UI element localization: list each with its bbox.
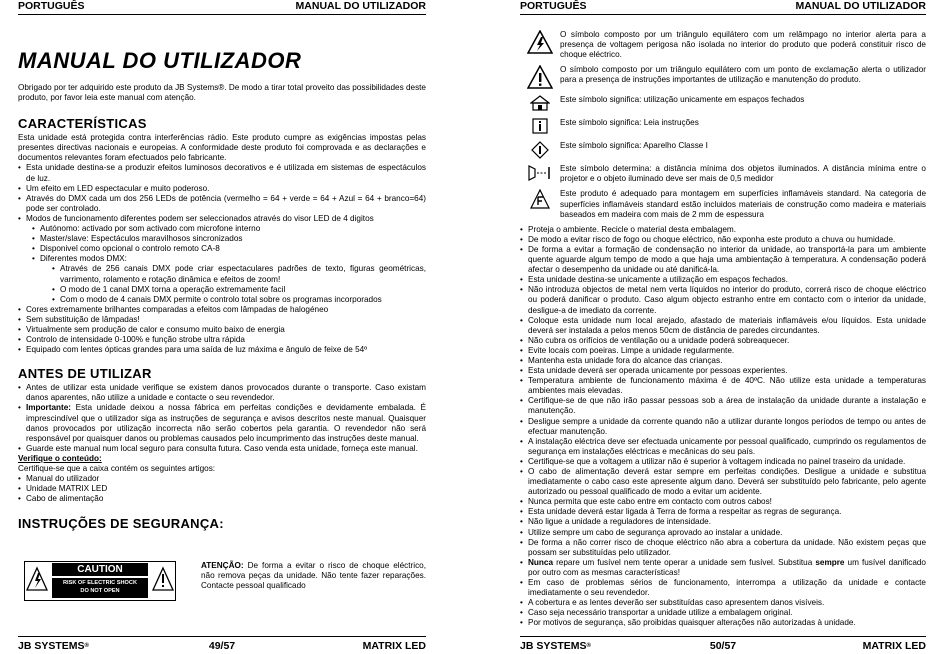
- list-item: • Esta unidade destina-se unicamente a utilização em espaços fechados.: [520, 275, 926, 285]
- list-item: • Diferentes modos DMX:: [18, 254, 426, 264]
- safety-heading: INSTRUÇÕES DE SEGURANÇA:: [18, 516, 224, 532]
- modes-list: [18, 224, 426, 264]
- check-contents-heading: Verifique o conteúdo:: [18, 453, 102, 463]
- symbol-text: Este produto é adequado para montagem em superfícies inflamáveis standard. Na categoria de superfícies inflamáveis standard estão incluidos materiais de construção como madeira e materiais baseados em madeira com mais de 2 mm de espessura: [560, 189, 926, 219]
- list-item: • Autónomo: activado por som activado com microfone interno: [18, 224, 426, 234]
- page-number: 50/57: [709, 640, 737, 652]
- symbol-text: O símbolo composto por um triângulo equilátero com um ponto de exclamação alerta o utilizador para a presença de instruções importantes de utilização e manutenção do produto.: [560, 65, 926, 85]
- page-number: 49/57: [208, 640, 236, 652]
- header-title: MANUAL DO UTILIZADOR: [295, 0, 426, 12]
- list-item: • Esta unidade deverá estar ligada à Terra de forma a respeitar as regras de segurança.: [520, 507, 926, 517]
- features-heading: CARACTERÍSTICAS: [18, 116, 147, 132]
- list-item: • A instalação eléctrica deve ser efectuada unicamente por pessoal qualificado, cumprindo os regulamentos de segurança em instalações eléctricas e mecânicas do seu país.: [520, 437, 926, 457]
- header-title: MANUAL DO UTILIZADOR: [795, 0, 926, 12]
- list-item: • De forma a evitar a formação de condensação no interior da unidade, ao transportá-la para um ambiente quente aguarde algum tempo de modo a que haja uma ambientação à temperatura. A condensação poderá afectar o desempenho da unidade ou até danificá-la.: [520, 245, 926, 275]
- list-item: • Equipado com lentes ópticas grandes para uma saída de luz máxima e ângulo de feixe de 54º: [18, 345, 426, 355]
- read-instructions-icon: [520, 118, 560, 134]
- list-item: • De forma a não correr risco de choque eléctrico não abra a cobertura da unidade. Não existem peças que possam ser substituídas pelo utilizador.: [520, 538, 926, 558]
- caution-line-2: DO NOT OPEN: [80, 588, 120, 594]
- list-item: • O cabo de alimentação deverá estar sempre em perfeitas condições. Desligue a unidade e substitua imediatamente o cabo caso este apresente algum dano. Deverá ser substituído pelo fabricante, pelo agente autorizado ou pessoal qualificado de modo a evitar um acidente.: [520, 467, 926, 497]
- list-item: • Evite locais com poeiras. Limpe a unidade regularmente.: [520, 346, 926, 356]
- symbol-row: [520, 95, 926, 111]
- list-item: • Virtualmente sem produção de calor e consumo muito baixo de energia: [18, 325, 426, 335]
- safety-list: [520, 225, 926, 629]
- list-item: • Em caso de problemas sérios de funcionamento, interrompa a utilização da unidade e contacte imediatamente o seu revendedor.: [520, 578, 926, 598]
- symbol-row: [520, 189, 926, 219]
- class-one-icon: [520, 141, 560, 159]
- list-item: • Através de 256 canais DMX pode criar espectaculares padrões de texto, figuras geométricas, varrimento, rolamento e rotação dinâmica e efeitos de zoom!: [18, 264, 426, 284]
- list-item: • Master/slave: Espectáculos maravilhosos sincronizados: [18, 234, 426, 244]
- indoor-use-icon: [520, 95, 560, 111]
- check-contents-intro: Certifique-se que a caixa contém os seguintes artigos:: [18, 464, 216, 473]
- page-footer: [520, 636, 926, 653]
- list-item: • Desligue sempre a unidade da corrente quando não a utilizar durante longos períodos de tempo ou antes de efectuar manutenção.: [520, 417, 926, 437]
- list-item: • Sem substituição de lâmpadas!: [18, 315, 426, 325]
- page-title: MANUAL DO UTILIZADOR: [18, 48, 302, 73]
- list-item: • Esta unidade destina-se a produzir efeitos luminosos decorativos e é utilizada em sistemas de espectáculos de luz.: [18, 163, 426, 183]
- right-content: [520, 30, 926, 629]
- symbol-text: Este símbolo significa: Aparelho Classe I: [560, 141, 708, 151]
- list-item: • A cobertura e as lentes deverão ser substituídas caso apresentem danos visíveis.: [520, 598, 926, 608]
- header-language: PORTUGUÊS: [520, 0, 587, 12]
- flammable-surface-icon: [520, 189, 560, 209]
- warning-text: [201, 561, 426, 591]
- footer-brand: JB SYSTEMS®: [520, 640, 591, 652]
- list-item: • Modos de funcionamento diferentes podem ser seleccionados através do visor LED de 4 digitos: [18, 214, 426, 224]
- list-item: • Certifique-se que a voltagem a utilizar não é superior à voltagem indicada no painel traseiro da unidade.: [520, 457, 926, 467]
- header-language: PORTUGUÊS: [18, 0, 85, 12]
- list-item: • Cabo de alimentação: [18, 494, 426, 504]
- list-item: • Nunca repare um fusível nem tente operar a unidade sem fusível. Substitua sempre um fusível danificado por outro com as mesmas características!: [520, 558, 926, 578]
- right-page: [520, 0, 926, 654]
- list-item: • Através do DMX cada um dos 256 LEDs de potência (vermelho = 64 + verde = 64 + Azul = 64 + branco=64) pode ser controlado.: [18, 194, 426, 214]
- list-item: • Não ligue a unidade a reguladores de intensidade.: [520, 517, 926, 527]
- footer-brand: JB SYSTEMS®: [18, 640, 89, 652]
- symbol-row: [520, 164, 926, 184]
- list-item: • Temperatura ambiente de funcionamento máxima é de 40ºC. Não utilize esta unidade a temperaturas ambientes mais elevadas.: [520, 376, 926, 396]
- symbol-row: [520, 30, 926, 60]
- symbol-text: Este símbolo significa: Leia instruções: [560, 118, 699, 128]
- list-item: • Por motivos de segurança, são proibidas quaisquer alterações não autorizadas à unidade.: [520, 618, 926, 628]
- caution-line-1: RISK OF ELECTRIC SHOCK: [63, 580, 137, 586]
- warning-body: De forma a evitar o risco de choque eléctrico, não remova peças da unidade. Não tente fazer reparações. Contacte pessoal qualificado: [201, 561, 426, 591]
- features-list-2: [18, 305, 426, 355]
- page-header: [520, 0, 926, 15]
- before-use-list: [18, 383, 426, 454]
- features-list: [18, 163, 426, 224]
- list-item: • Disponivel como opcional o controlo remoto CA-8: [18, 244, 426, 254]
- symbol-row: [520, 65, 926, 89]
- list-item: • Não introduza objectos de metal nem verta líquidos no interior do produto, correrá risco de choque eléctrico ou poderá danificar o produto. Caso algum objecto estranho entre em contacto com o interior da unidade, desligue-a de imediato da corrente.: [520, 285, 926, 315]
- list-item: • Caso seja necessário transportar a unidade utilize a embalagem original.: [520, 608, 926, 618]
- symbol-row: [520, 118, 926, 134]
- left-content: [18, 83, 426, 533]
- footer-model: MATRIX LED: [362, 640, 426, 652]
- list-item: • Mantenha esta unidade fora do alcance das crianças.: [520, 356, 926, 366]
- list-item: • Certifique-se de que não irão passar pessoas sob a área de instalação da unidade durante a instalação e manutenção.: [520, 396, 926, 416]
- symbol-text: O símbolo composto por um triângulo equilátero com um relâmpago no interior alerta para a presença de voltagem perigosa não isolada no interior do produto que poderá constituir risco de choque eléctrico.: [560, 30, 926, 60]
- list-item: • Guarde este manual num local seguro para consulta futura. Caso venda esta unidade, forneça este manual.: [18, 444, 426, 454]
- symbol-text: Este símbolo determina: a distância mínima dos objetos iluminados. A distância mínima entre o projetor e o objeto iluminado deve ser mais de 0,5 medidor: [560, 164, 926, 184]
- warning-label: ATENÇÃO:: [201, 561, 244, 570]
- list-item: [18, 403, 426, 443]
- page-header: [18, 0, 426, 15]
- list-item: • Um efeito em LED espectacular e muito poderoso.: [18, 184, 426, 194]
- intro-text: Obrigado por ter adquirido este produto da JB Systems®. De modo a tirar total proveito das possibilidades deste produto, por favor leia este manual com atenção.: [18, 83, 426, 103]
- caution-label: [24, 561, 176, 601]
- caution-title: CAUTION: [77, 564, 123, 575]
- list-item: • Antes de utilizar esta unidade verifique se existem danos provocados durante o transporte. Caso existam danos aparentes, não utilize a unidade e contacte o seu revendedor.: [18, 383, 426, 403]
- dmx-modes-list: [18, 264, 426, 304]
- list-item: • Coloque esta unidade num local arejado, afastado de materiais inflamáveis e/ou líquidos. Esta unidade deverá ser instalada a pelos menos 50cm de distância de paredes circundantes.: [520, 316, 926, 336]
- page-footer: [18, 636, 426, 653]
- list-item: • Utilize sempre um cabo de segurança aprovado ao instalar a unidade.: [520, 528, 926, 538]
- distance-icon: [520, 164, 560, 182]
- features-intro: Esta unidade está protegida contra interferências rádio. Este produto cumpre as exigências impostas pelas presentes directivas nacionais e europeias. A conformidade deste produto foi comprovada e as declarações e documentos relevantes foram efectuados pelo fabricante.: [18, 133, 426, 163]
- lightning-triangle-icon: [520, 30, 560, 54]
- list-item: • Com o modo de 4 canais DMX permite o controlo total sobre os programas incorporados: [18, 295, 426, 305]
- before-use-heading: ANTES DE UTILIZAR: [18, 366, 152, 382]
- exclamation-triangle-icon: [520, 65, 560, 89]
- important-text: Esta unidade deixou a nossa fábrica em perfeitas condições e devidamente embalada. É imprescindível que o utilizador siga as instruções de segurança e avisos descritos neste manual. Quaisquer danos provocados por utilização incorrecta não serão cobertos pela garantia. O revendedor não será responsável por quaisquer danos ou problemas causados pelo incumprimento das instruções deste manual.: [26, 403, 426, 443]
- list-item: • O modo de 1 canal DMX torna a operação extremamente facil: [18, 285, 426, 295]
- list-item: • Não cubra os orifícios de ventilação ou a unidade poderá sobreaquecer.: [520, 336, 926, 346]
- important-label: Importante:: [26, 403, 72, 413]
- list-item: • De modo a evitar risco de fogo ou choque eléctrico, não exponha este produto a chuva ou humidade.: [520, 235, 926, 245]
- list-item: • Cores extremamente brilhantes comparadas a efeitos com lâmpadas de halogéneo: [18, 305, 426, 315]
- footer-model: MATRIX LED: [862, 640, 926, 652]
- list-item: • Controlo de intensidade 0-100% e função strobe ultra rápida: [18, 335, 426, 345]
- left-page: [18, 0, 426, 654]
- check-contents-list: [18, 474, 426, 504]
- list-item: • Manual do utilizador: [18, 474, 426, 484]
- list-item: • Esta unidade deverá ser operada unicamente por pessoas experientes.: [520, 366, 926, 376]
- symbol-text: Este símbolo significa: utilização unicamente em espaços fechados: [560, 95, 805, 105]
- list-item: • Unidade MATRIX LED: [18, 484, 426, 494]
- list-item: • Nunca permita que este cabo entre em contacto com outros cabos!: [520, 497, 926, 507]
- list-item: • Proteja o ambiente. Recicle o material desta embalagem.: [520, 225, 926, 235]
- symbol-row: [520, 141, 926, 159]
